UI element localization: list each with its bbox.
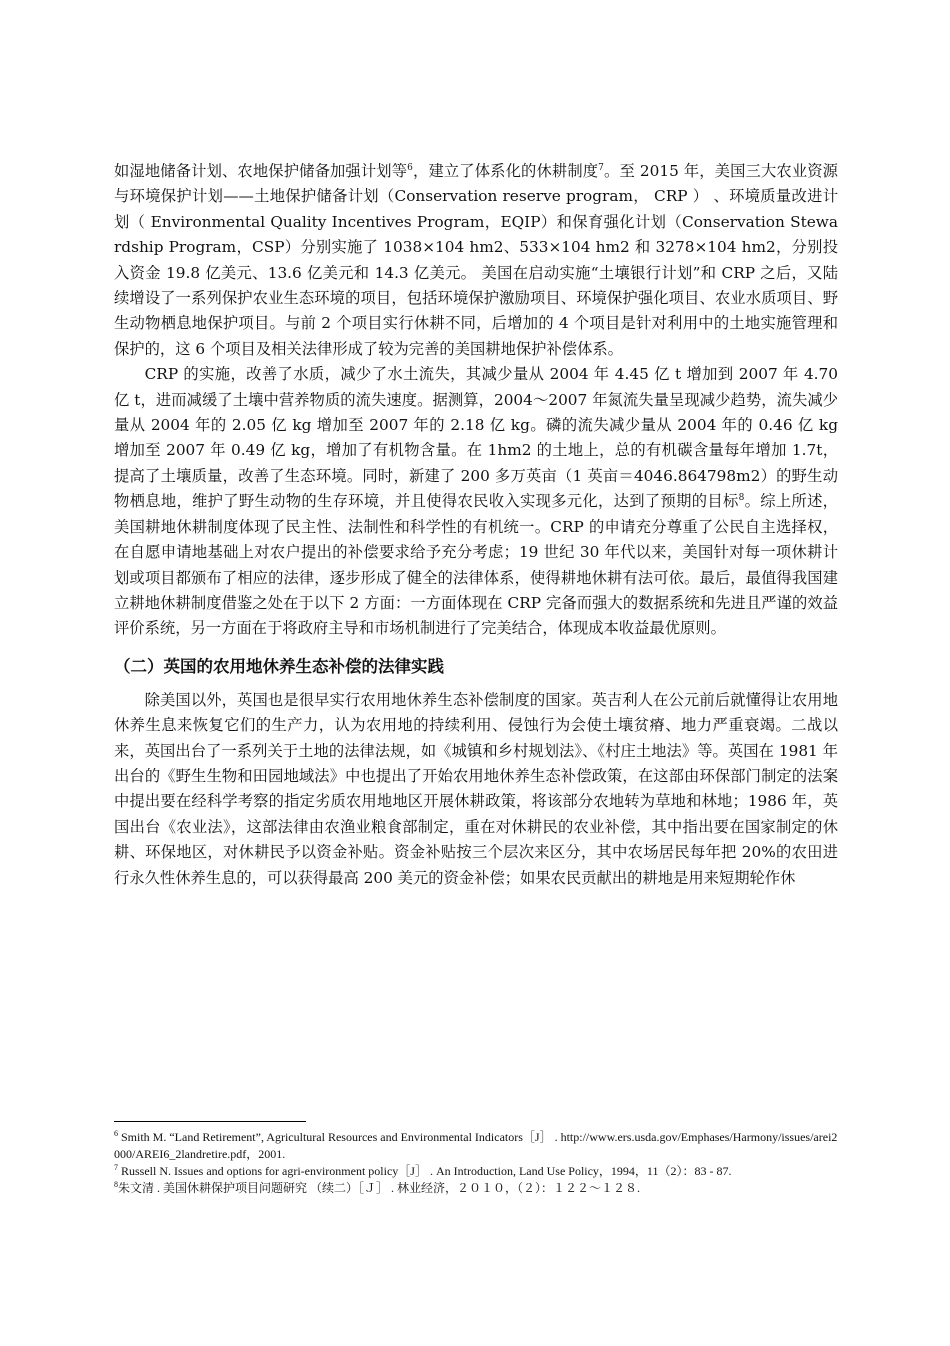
paragraph-us-programs: 如湿地储备计划、农地保护储备加强计划等$^6$，建立了体系化的休耕制度$^7$。至 2015 年，美国三大农业资源与环境保护计划——土地保护储备计划（Conservation reserve program， CRP ） 、环境质量改进计划（ Environmental Quality Incentives Program，EQIP）和保育强化计划（Conservation Stewardship Program，CSP）分别实施了 1038×104 hm2、533×104 hm2 和 3278×104 hm2，分别投入资金 19.8 亿美元、13.6 亿美元和 14.3 亿美元。 美国在启动实施“土壤银行计划”和 CRP 之后，又陆续增设了一系列保护农业生态环境的项目，包括环境保护激励项目、环境保护强化项目、农业水质项目、野生动物栖息地保护项目。与前 2 个项目实行休耕不同，后增加的 4 个项目是针对利用中的土地实施管理和保护的，这 6 个项目及相关法律形成了较为完善的美国耕地保护补偿体系。 (114, 162, 838, 358)
paragraph-crp-effects: CRP 的实施，改善了水质，减少了水土流失，其减少量从 2004 年 4.45 亿 t 增加到 2007 年 4.70 亿 t，进而减缓了土壤中营养物质的流失速度。据测算，2004～2007 年氮流失量呈现减少趋势，流失减少量从 2004 年的 2.05 亿 kg 增加至 2007 年的 2.18 亿 kg。磷的流失减少量从 2004 年的 0.46 亿 kg 增加至 2007 年 0.49 亿 kg，增加了有机物含量。在 1hm2 的土地上，总的有机碳含量每年增加 1.7t，提高了土壤质量，改善了生态环境。同时，新建了 200 多万英亩（1 英亩＝4046.864798m2）的野生动物栖息地，维护了野生动物的生存环境，并且使得农民收入实现多元化，达到了预期的目标$^8$。综上所述，美国耕地休耕制度体现了民主性、法制性和科学性的有机统一。CRP 的申请充分尊重了公民自主选择权，在自愿申请地基础上对农户提出的补偿要求给予充分考虑；19 世纪 30 年代以来，美国针对每一项休耕计划或项目都颁布了相应的法律，逐步形成了健全的法律体系，使得耕地休耕有法可依。最后，最值得我国建立耕地休耕制度借鉴之处在于以下 2 方面：一方面体现在 CRP 完备而强大的数据系统和先进且严谨的效益评价系统，另一方面在于将政府主导和市场机制进行了完美结合，体现成本收益最优原则。 (114, 365, 838, 638)
footnotes (114, 1129, 838, 1197)
footnote-ref-6[interactable]: 6 (407, 162, 413, 173)
footnote-ref-8[interactable]: 8 (738, 493, 745, 504)
footnote-8: $^8$朱文清 . 美国休耕保护项目问题研究 （续二）［Ｊ］ . 林业经济，２０１０，（２）：１２２～１２８. (114, 1180, 641, 1195)
footnote-ref-7[interactable]: 7 (598, 162, 604, 173)
body-text (114, 159, 838, 891)
section-heading-uk: （二）英国的农用地休养生态补偿的法律实践 (114, 656, 444, 676)
footnote-6: $^6$ Smith M. “Land Retirement”, Agricultural Resources and Environmental Indicators［J］ . http://www.ers.usda.gov/Emphases/Harmony/issues/arei2000/AREI6_2landretire.pdf，2001. (114, 1129, 838, 1161)
paragraph-uk-practice: 除美国以外，英国也是很早实行农用地休养生态补偿制度的国家。英吉利人在公元前后就懂得让农用地休养生息来恢复它们的生产力，认为农用地的持续利用、侵蚀行为会使土壤贫瘠、地力严重衰竭。二战以来，英国出台了一系列关于土地的法律法规，如《城镇和乡村规划法》、《村庄土地法》等。英国在 1981 年出台的《野生生物和田园地域法》中也提出了开始农用地休养生态补偿政策，在这部由环保部门制定的法案中提出要在经科学考察的指定劣质农用地地区开展休耕政策，将该部分农地转为草地和林地；1986 年，英国出台《农业法》，这部法律由农渔业粮食部制定，重在对休耕民的农业补偿，其中指出要在国家制定的休耕、环保地区，对休耕民予以资金补贴。资金补贴按三个层次来区分，其中农场居民每年把 20%的农田进行永久性休养生息的，可以获得最高 200 美元的资金补偿；如果农民贡献出的耕地是用来短期轮作休 (114, 690, 838, 887)
footnote-7: $^7$ Russell N. Issues and options for agri-environment policy［J］ . An Introduction, Land Use Policy，1994，11（2）：83 - 87. (114, 1163, 732, 1178)
footnote-divider (114, 1121, 306, 1122)
